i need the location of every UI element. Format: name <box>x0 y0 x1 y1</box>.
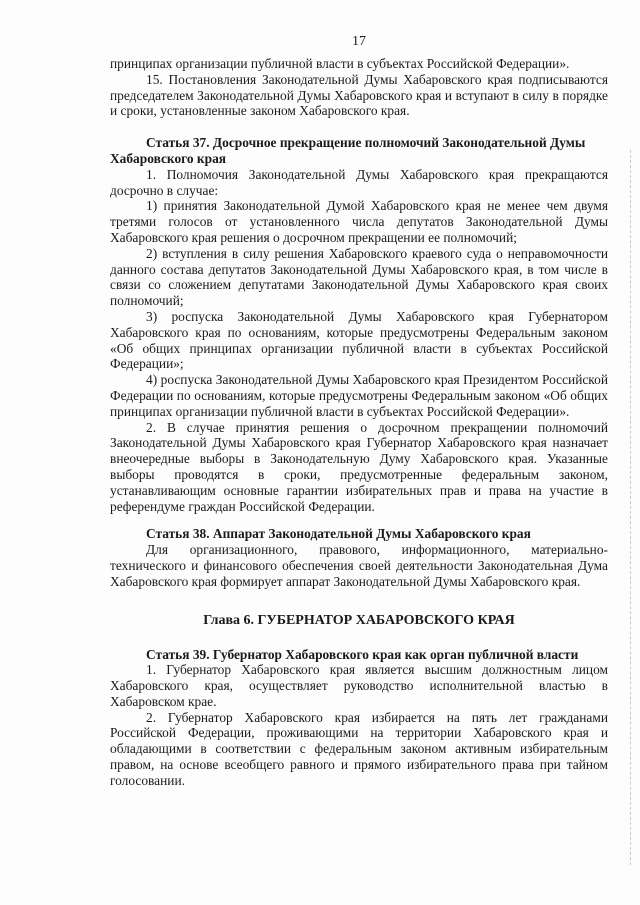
article-37-item-2: 2) вступления в силу решения Хабаровского краевого суда о неправомочности данного состава депутатов Законодательной Думы Хабаровского края, в том числе в связи со сложением депутатами Законодательной Думы Хабаровского края своих полномочий; <box>110 245 608 309</box>
article-38-paragraph: Для организационного, правового, информационного, материально-технического и финансового обеспечения своей деятельности Законодательная Дума Хабаровского края формирует аппарат Законодательной Думы Хабаровского края. <box>110 542 608 589</box>
page-number: 17 <box>352 34 366 49</box>
scan-edge-line <box>630 150 631 865</box>
paragraph-continuation: принципах организации публичной власти в субъектах Российской Федерации». <box>110 56 570 71</box>
article-37-item-4: 4) роспуска Законодательной Думы Хабаровского края Президентом Российской Федерации по основаниям, которые предусмотрены Федеральным законом «Об общих принципах организации публичной власти в субъектах Российской Федерации». <box>110 372 608 419</box>
article-38-heading: Статья 38. Аппарат Законодательной Думы Хабаровского края <box>146 526 531 542</box>
article-37-paragraph-1: 1. Полномочия Законодательной Думы Хабаровского края прекращаются досрочно в случае: <box>110 166 608 198</box>
chapter-6-heading: Глава 6. ГУБЕРНАТОР ХАБАРОВСКОГО КРАЯ <box>203 612 515 628</box>
paragraph-15-resolutions: 15. Постановления Законодательной Думы Хабаровского края подписываются председателем Законодательной Думы Хабаровского края и вступают в силу в порядке и сроки, установленные законом Хабаровского края. <box>110 71 608 119</box>
article-39-heading: Статья 39. Губернатор Хабаровского края как орган публичной власти <box>146 646 579 662</box>
article-39-paragraph-1: 1. Губернатор Хабаровского края является высшим должностным лицом Хабаровского края, осуществляет руководство исполнительной властью в Хабаровском крае. <box>110 662 608 709</box>
article-39-paragraph-2: 2. Губернатор Хабаровского края избирается на пять лет гражданами Российской Федерации, проживающими на территории Хабаровского края и обладающими в соответствии с федеральным законом активным избирательным правом, на основе всеобщего равного и прямого избирательного права при тайном голосовании. <box>110 709 608 788</box>
article-37-paragraph-2: 2. В случае принятия решения о досрочном прекращении полномочий Законодательной Думы Хабаровского края Губернатор Хабаровского края назначает внеочередные выборы в Законодательную Думу Хабаровского края. Указанные выборы проводятся в сроки, предусмотренные федеральным законом, устанавливающим основные гарантии избирательных прав и права на участие в референдуме граждан Российской Федерации. <box>110 419 608 514</box>
article-37-item-3: 3) роспуска Законодательной Думы Хабаровского края Губернатором Хабаровского края по основаниям, которые предусмотрены Федеральным законом «Об общих принципах организации публичной власти в субъектах Российской Федерации»; <box>110 308 608 372</box>
article-37-item-1: 1) принятия Законодательной Думой Хабаровского края не менее чем двумя третями голосов от установленного числа депутатов Законодательной Думы Хабаровского края решения о досрочном прекращении ее полномочий; <box>110 198 608 245</box>
article-37-heading: Статья 37. Досрочное прекращение полномочий Законодательной Думы Хабаровского края <box>110 135 586 166</box>
